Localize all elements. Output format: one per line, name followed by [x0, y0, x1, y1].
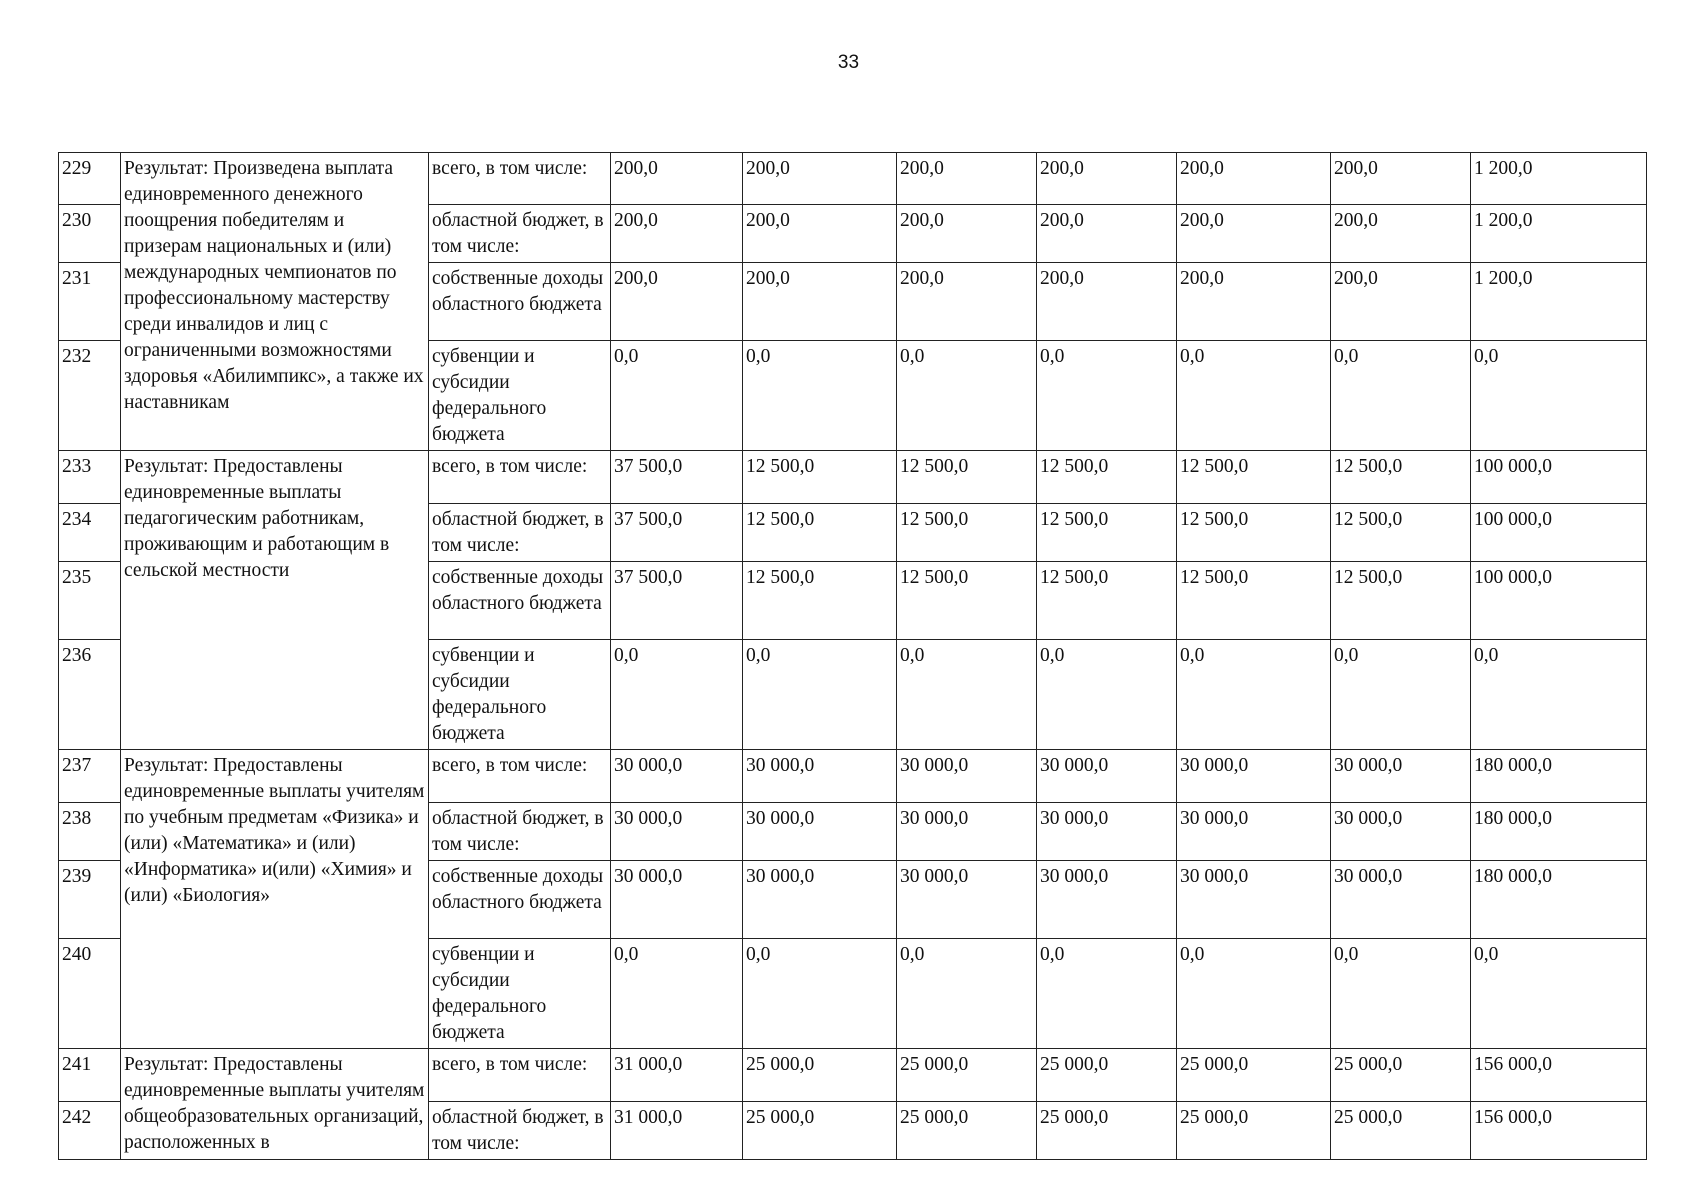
year-value: 12 500,0 — [1037, 451, 1177, 504]
year-value: 0,0 — [897, 341, 1037, 451]
year-value: 12 500,0 — [1177, 451, 1331, 504]
year-value: 30 000,0 — [1331, 750, 1471, 803]
total-value: 1 200,0 — [1471, 263, 1647, 341]
year-value: 30 000,0 — [611, 861, 743, 939]
year-value: 0,0 — [611, 939, 743, 1049]
year-value: 200,0 — [743, 205, 897, 263]
year-value: 200,0 — [743, 153, 897, 205]
table-row — [59, 153, 1647, 205]
total-value: 180 000,0 — [1471, 750, 1647, 803]
row-number: 240 — [59, 939, 121, 1049]
row-number: 232 — [59, 341, 121, 451]
total-value: 180 000,0 — [1471, 803, 1647, 861]
funding-source: областной бюджет, в том числе: — [429, 205, 611, 263]
row-number: 239 — [59, 861, 121, 939]
year-value: 30 000,0 — [743, 861, 897, 939]
row-number: 235 — [59, 562, 121, 640]
row-number: 237 — [59, 750, 121, 803]
row-number: 242 — [59, 1102, 121, 1160]
year-value: 0,0 — [1037, 341, 1177, 451]
row-number: 236 — [59, 640, 121, 750]
year-value: 200,0 — [1177, 205, 1331, 263]
year-value: 12 500,0 — [1331, 562, 1471, 640]
year-value: 30 000,0 — [611, 803, 743, 861]
funding-source: всего, в том числе: — [429, 451, 611, 504]
year-value: 12 500,0 — [897, 562, 1037, 640]
year-value: 25 000,0 — [1331, 1049, 1471, 1102]
funding-source: собственные доходы областного бюджета — [429, 861, 611, 939]
year-value: 200,0 — [1037, 205, 1177, 263]
result-description: Результат: Предоставлены единовременные выплаты учителям общеобразовательных организаций, расположенных в — [121, 1049, 429, 1160]
year-value: 12 500,0 — [743, 451, 897, 504]
year-value: 0,0 — [743, 640, 897, 750]
total-value: 0,0 — [1471, 640, 1647, 750]
year-value: 12 500,0 — [1177, 562, 1331, 640]
year-value: 12 500,0 — [743, 504, 897, 562]
funding-source: областной бюджет, в том числе: — [429, 1102, 611, 1160]
year-value: 31 000,0 — [611, 1102, 743, 1160]
year-value: 200,0 — [897, 263, 1037, 341]
year-value: 25 000,0 — [1177, 1049, 1331, 1102]
year-value: 31 000,0 — [611, 1049, 743, 1102]
year-value: 0,0 — [897, 640, 1037, 750]
year-value: 25 000,0 — [743, 1102, 897, 1160]
year-value: 30 000,0 — [897, 861, 1037, 939]
total-value: 1 200,0 — [1471, 205, 1647, 263]
row-number: 241 — [59, 1049, 121, 1102]
row-number: 233 — [59, 451, 121, 504]
funding-source: всего, в том числе: — [429, 1049, 611, 1102]
year-value: 200,0 — [1177, 263, 1331, 341]
year-value: 25 000,0 — [743, 1049, 897, 1102]
year-value: 25 000,0 — [1331, 1102, 1471, 1160]
year-value: 0,0 — [1331, 640, 1471, 750]
funding-source: всего, в том числе: — [429, 153, 611, 205]
year-value: 25 000,0 — [1037, 1049, 1177, 1102]
funding-source: субвенции и субсидии федерального бюджета — [429, 939, 611, 1049]
result-description: Результат: Предоставлены единовременные выплаты учителям по учебным предметам «Физика» и (или) «Математика» и (или) «Информатика» и(или) «Химия» и (или) «Биология» — [121, 750, 429, 1049]
year-value: 200,0 — [611, 205, 743, 263]
year-value: 0,0 — [743, 341, 897, 451]
year-value: 0,0 — [1331, 341, 1471, 451]
row-number: 231 — [59, 263, 121, 341]
funding-source: областной бюджет, в том числе: — [429, 504, 611, 562]
total-value: 100 000,0 — [1471, 504, 1647, 562]
year-value: 37 500,0 — [611, 451, 743, 504]
total-value: 0,0 — [1471, 341, 1647, 451]
year-value: 200,0 — [611, 153, 743, 205]
year-value: 200,0 — [743, 263, 897, 341]
year-value: 12 500,0 — [1037, 504, 1177, 562]
year-value: 37 500,0 — [611, 562, 743, 640]
page-number: 33 — [837, 52, 860, 73]
row-number: 238 — [59, 803, 121, 861]
total-value: 156 000,0 — [1471, 1049, 1647, 1102]
year-value: 12 500,0 — [1331, 504, 1471, 562]
year-value: 12 500,0 — [897, 504, 1037, 562]
year-value: 37 500,0 — [611, 504, 743, 562]
year-value: 30 000,0 — [611, 750, 743, 803]
budget-table — [58, 152, 1647, 1160]
year-value: 200,0 — [1331, 205, 1471, 263]
year-value: 0,0 — [1331, 939, 1471, 1049]
year-value: 0,0 — [611, 341, 743, 451]
year-value: 12 500,0 — [897, 451, 1037, 504]
table-body — [59, 153, 1647, 1160]
year-value: 25 000,0 — [897, 1102, 1037, 1160]
year-value: 30 000,0 — [1177, 750, 1331, 803]
year-value: 25 000,0 — [897, 1049, 1037, 1102]
year-value: 200,0 — [1037, 153, 1177, 205]
total-value: 0,0 — [1471, 939, 1647, 1049]
year-value: 30 000,0 — [743, 750, 897, 803]
total-value: 100 000,0 — [1471, 562, 1647, 640]
year-value: 12 500,0 — [1331, 451, 1471, 504]
year-value: 30 000,0 — [1177, 861, 1331, 939]
year-value: 200,0 — [611, 263, 743, 341]
year-value: 30 000,0 — [1037, 803, 1177, 861]
year-value: 0,0 — [1177, 341, 1331, 451]
row-number: 229 — [59, 153, 121, 205]
row-number: 230 — [59, 205, 121, 263]
year-value: 30 000,0 — [743, 803, 897, 861]
funding-source: субвенции и субсидии федерального бюджета — [429, 640, 611, 750]
total-value: 180 000,0 — [1471, 861, 1647, 939]
year-value: 200,0 — [1037, 263, 1177, 341]
year-value: 12 500,0 — [1037, 562, 1177, 640]
funding-source: субвенции и субсидии федерального бюджета — [429, 341, 611, 451]
year-value: 0,0 — [1037, 640, 1177, 750]
year-value: 12 500,0 — [743, 562, 897, 640]
year-value: 200,0 — [1177, 153, 1331, 205]
year-value: 30 000,0 — [897, 750, 1037, 803]
funding-source: областной бюджет, в том числе: — [429, 803, 611, 861]
year-value: 0,0 — [1177, 640, 1331, 750]
year-value: 200,0 — [1331, 153, 1471, 205]
year-value: 200,0 — [1331, 263, 1471, 341]
year-value: 25 000,0 — [1177, 1102, 1331, 1160]
year-value: 30 000,0 — [1037, 861, 1177, 939]
result-description: Результат: Предоставлены единовременные выплаты педагогическим работникам, проживающим и работающим в сельской местности — [121, 451, 429, 750]
funding-source: всего, в том числе: — [429, 750, 611, 803]
year-value: 0,0 — [611, 640, 743, 750]
table-row — [59, 750, 1647, 803]
year-value: 25 000,0 — [1037, 1102, 1177, 1160]
year-value: 30 000,0 — [1037, 750, 1177, 803]
year-value: 0,0 — [897, 939, 1037, 1049]
year-value: 0,0 — [1037, 939, 1177, 1049]
year-value: 0,0 — [743, 939, 897, 1049]
result-description: Результат: Произведена выплата единовременного денежного поощрения победителям и призерам национальных и (или) международных чемпионатов по профессиональному мастерству среди инвалидов и лиц с ограниченными возможностями здоровья «Абилимпикс», а также их наставникам — [121, 153, 429, 451]
row-number: 234 — [59, 504, 121, 562]
year-value: 30 000,0 — [1331, 861, 1471, 939]
year-value: 30 000,0 — [897, 803, 1037, 861]
year-value: 200,0 — [897, 205, 1037, 263]
total-value: 100 000,0 — [1471, 451, 1647, 504]
year-value: 12 500,0 — [1177, 504, 1331, 562]
table-row — [59, 1049, 1647, 1102]
year-value: 30 000,0 — [1331, 803, 1471, 861]
table-row — [59, 451, 1647, 504]
year-value: 30 000,0 — [1177, 803, 1331, 861]
year-value: 200,0 — [897, 153, 1037, 205]
total-value: 156 000,0 — [1471, 1102, 1647, 1160]
funding-source: собственные доходы областного бюджета — [429, 263, 611, 341]
funding-source: собственные доходы областного бюджета — [429, 562, 611, 640]
year-value: 0,0 — [1177, 939, 1331, 1049]
total-value: 1 200,0 — [1471, 153, 1647, 205]
